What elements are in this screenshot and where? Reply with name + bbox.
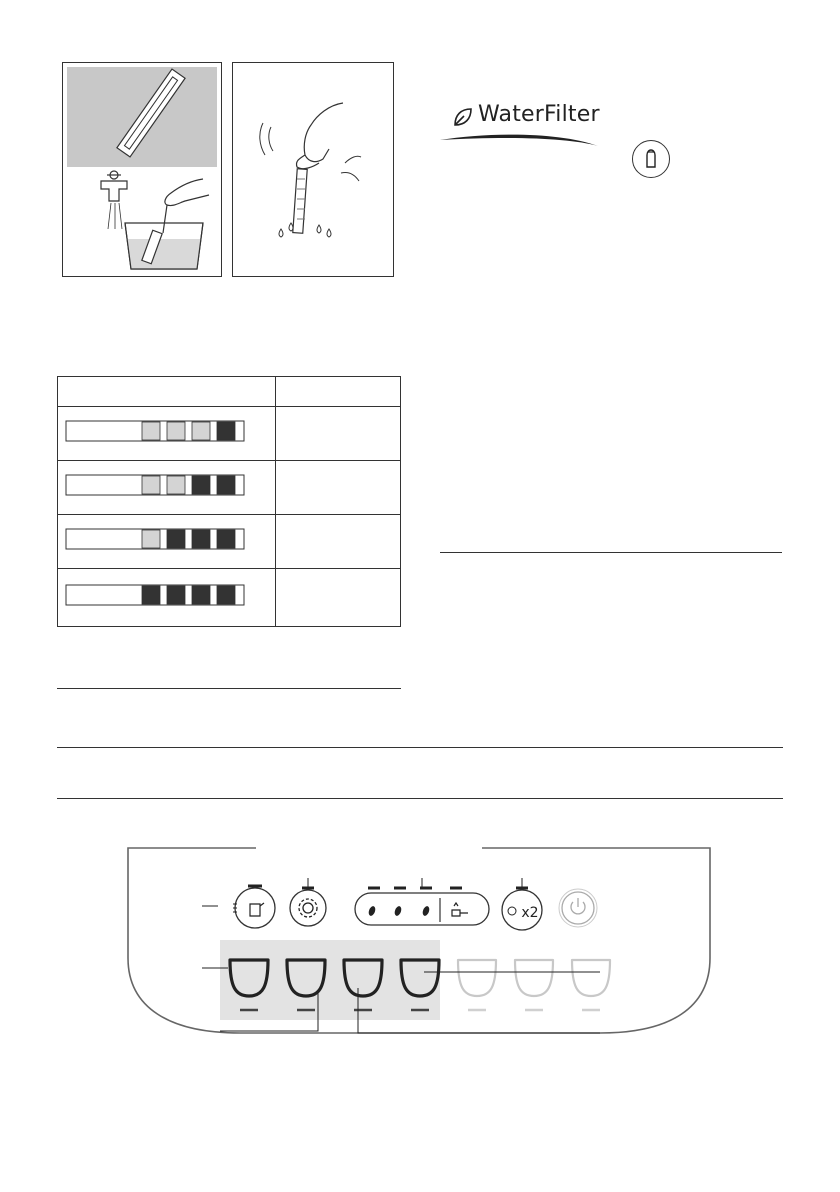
strip-cell	[58, 407, 276, 461]
tap-icon	[101, 171, 127, 229]
x2-label: x2	[521, 905, 539, 921]
drink-button-7[interactable]	[572, 960, 610, 1010]
brand-name: WaterFilter	[478, 102, 600, 127]
strip-cell	[58, 569, 276, 627]
filter-cartridge-icon	[633, 141, 669, 177]
setting-cell	[276, 569, 401, 627]
table-row	[58, 515, 401, 569]
hand-icon	[296, 103, 343, 169]
control-panel-diagram	[110, 838, 730, 1048]
settings-button[interactable]	[290, 888, 326, 926]
leaf-icon	[452, 106, 474, 128]
dark-test-square	[192, 530, 210, 548]
cup-icon	[458, 960, 496, 996]
aroma-strength-selector[interactable]	[355, 888, 489, 925]
table-row	[58, 407, 401, 461]
table-header-row	[58, 377, 401, 407]
drink-highlight-area	[220, 940, 440, 1020]
dark-test-square	[217, 476, 235, 494]
light-test-square	[167, 476, 185, 494]
test-strip-result-3	[58, 515, 275, 563]
test-strip-icon	[293, 169, 307, 234]
dark-test-square	[192, 476, 210, 494]
dark-test-square	[142, 586, 160, 604]
brand-swoosh	[440, 128, 640, 154]
divider-right-column	[440, 552, 782, 553]
dark-test-square	[217, 530, 235, 548]
cup-icon	[572, 960, 610, 996]
dark-test-square	[217, 586, 235, 604]
strip-cell	[58, 461, 276, 515]
divider-full-2	[57, 798, 783, 799]
table-row	[58, 461, 401, 515]
dark-test-square	[217, 422, 235, 440]
dark-test-square	[167, 586, 185, 604]
test-strip-result-1	[58, 407, 275, 455]
waterfilter-logo	[440, 98, 640, 158]
dark-test-square	[167, 530, 185, 548]
descale-button[interactable]	[233, 886, 275, 928]
test-strip-in-water-drawing	[63, 63, 221, 276]
test-strip-result-2	[58, 461, 275, 509]
drink-button-5[interactable]	[458, 960, 496, 1010]
dark-test-square	[192, 586, 210, 604]
setting-cell	[276, 515, 401, 569]
light-test-square	[142, 530, 160, 548]
double-cup-button[interactable]	[502, 888, 542, 930]
divider-left-column	[57, 688, 401, 689]
header-cell-setting	[276, 377, 401, 407]
header-cell-strip	[58, 377, 276, 407]
light-test-square	[142, 476, 160, 494]
power-button[interactable]	[559, 889, 597, 927]
light-test-square	[167, 422, 185, 440]
table-row	[58, 569, 401, 627]
water-hardness-table	[57, 376, 401, 627]
illustration-shake-test-strip	[232, 62, 394, 277]
filter-button-icon	[632, 140, 670, 178]
motion-lines	[260, 123, 361, 181]
light-test-square	[142, 422, 160, 440]
strip-cell	[58, 515, 276, 569]
illustration-test-strip-in-water	[62, 62, 222, 277]
cup-icon	[515, 960, 553, 996]
shake-test-strip-drawing	[233, 63, 393, 276]
water-drops-icon	[279, 223, 331, 237]
setting-cell	[276, 407, 401, 461]
light-test-square	[192, 422, 210, 440]
test-strip-result-4	[58, 569, 275, 621]
divider-full-1	[57, 747, 783, 748]
setting-cell	[276, 461, 401, 515]
drink-button-6[interactable]	[515, 960, 553, 1010]
